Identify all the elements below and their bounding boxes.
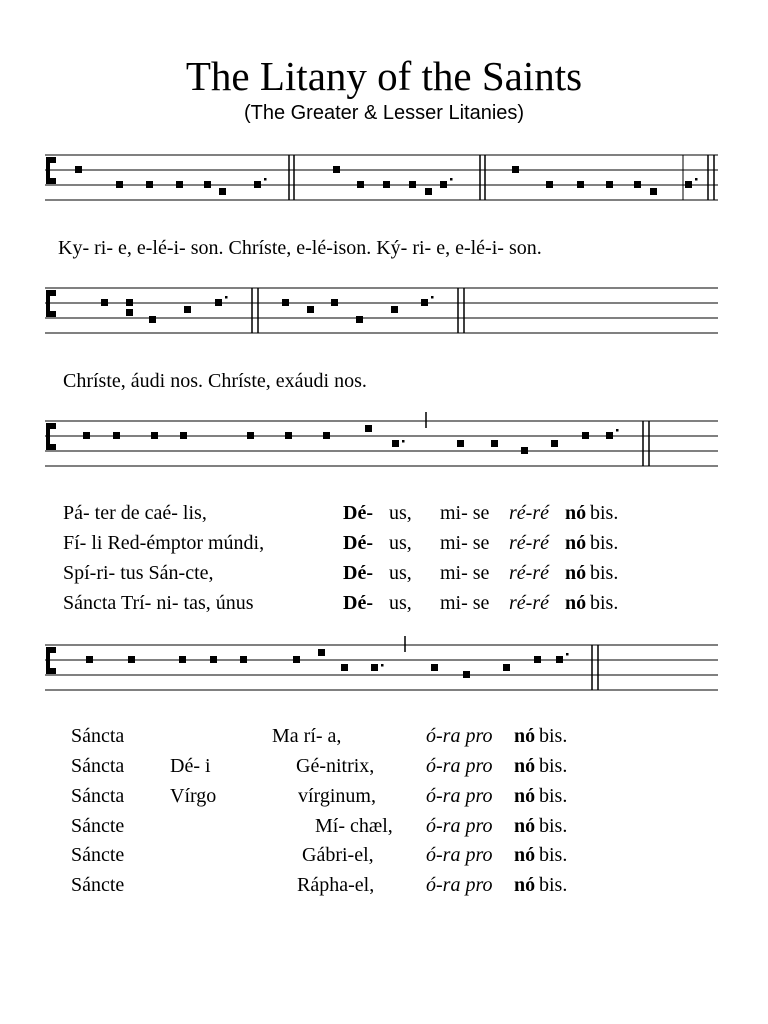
invocation-subject: Pá- ter de caé- lis,	[63, 502, 207, 524]
invocation-deus: Dé-	[343, 532, 373, 554]
saint-name: Gábri-el,	[302, 844, 374, 866]
saint-row	[0, 873, 768, 897]
saint-bis: bis.	[539, 815, 568, 837]
saint-no: nó	[514, 874, 536, 896]
saint-row	[0, 784, 768, 808]
invocation-rere: ré-ré	[509, 592, 549, 614]
invocation-mise: mi- se	[440, 562, 490, 584]
invocation-bis: bis.	[590, 562, 619, 584]
invocation-us: us,	[389, 562, 412, 584]
saint-title: Sáncta	[71, 785, 125, 807]
saint-bis: bis.	[539, 725, 568, 747]
page-subtitle: (The Greater & Lesser Litanies)	[243, 102, 525, 124]
saint-bis: bis.	[539, 755, 568, 777]
saint-no: nó	[514, 844, 536, 866]
invocation-no: nó	[565, 502, 587, 524]
invocation-mise: mi- se	[440, 502, 490, 524]
saint-ora-pro: ó-ra pro	[426, 785, 493, 807]
saint-row	[0, 843, 768, 867]
invocation-subject: Spí-ri- tus Sán-cte,	[63, 562, 214, 584]
saint-epithet: Vírgo	[170, 785, 217, 807]
invocation-bis: bis.	[590, 502, 619, 524]
invocation-us: us,	[389, 532, 412, 554]
invocation-no: nó	[565, 592, 587, 614]
invocation-mise: mi- se	[440, 532, 490, 554]
invocation-no: nó	[565, 562, 587, 584]
invocation-deus: Dé-	[343, 502, 373, 524]
saint-name: Ma rí- a,	[272, 725, 342, 747]
invocation-subject: Sáncta Trí- ni- tas, únus	[63, 592, 254, 614]
saint-no: nó	[514, 725, 536, 747]
invocation-deus: Dé-	[343, 562, 373, 584]
saint-name: Rápha-el,	[297, 874, 375, 896]
saint-name: Gé-nitrix,	[296, 755, 375, 777]
christe-text-line: Chríste, áudi nos. Chríste, exáudi nos.	[63, 370, 367, 392]
saint-title: Sáncte	[71, 844, 125, 866]
saint-ora-pro: ó-ra pro	[426, 755, 493, 777]
saint-bis: bis.	[539, 874, 568, 896]
invocation-bis: bis.	[590, 592, 619, 614]
invocation-us: us,	[389, 592, 412, 614]
saint-no: nó	[514, 785, 536, 807]
invocation-rere: ré-ré	[509, 532, 549, 554]
notes-staff-4	[86, 649, 569, 678]
saint-ora-pro: ó-ra pro	[426, 815, 493, 837]
invocation-no: nó	[565, 532, 587, 554]
saint-name: Mí- chæl,	[315, 815, 393, 837]
invocation-bis: bis.	[590, 532, 619, 554]
invocation-deus: Dé-	[343, 592, 373, 614]
invocation-us: us,	[389, 502, 412, 524]
saint-no: nó	[514, 755, 536, 777]
saint-title: Sáncte	[71, 815, 125, 837]
page-title: The Litany of the Saints	[185, 53, 583, 99]
saint-title: Sáncte	[71, 874, 125, 896]
saint-title: Sáncta	[71, 725, 125, 747]
saint-bis: bis.	[539, 844, 568, 866]
saint-ora-pro: ó-ra pro	[426, 874, 493, 896]
invocation-mise: mi- se	[440, 592, 490, 614]
saint-name: vírginum,	[298, 785, 376, 807]
saint-epithet: Dé- i	[170, 755, 211, 777]
saint-row	[0, 724, 768, 748]
saint-ora-pro: ó-ra pro	[426, 725, 493, 747]
saint-bis: bis.	[539, 785, 568, 807]
kyrie-text-line: Ky- ri- e, e-lé-i- son. Chríste, e-lé-ison. Ký- ri- e, e-lé-i- son.	[58, 237, 542, 259]
saint-row	[0, 754, 768, 778]
saint-title: Sáncta	[71, 755, 125, 777]
saint-row	[0, 814, 768, 838]
saint-ora-pro: ó-ra pro	[426, 844, 493, 866]
invocation-rere: ré-ré	[509, 562, 549, 584]
invocation-subject: Fí- li Red-émptor múndi,	[63, 532, 265, 554]
saint-no: nó	[514, 815, 536, 837]
invocation-rere: ré-ré	[509, 502, 549, 524]
